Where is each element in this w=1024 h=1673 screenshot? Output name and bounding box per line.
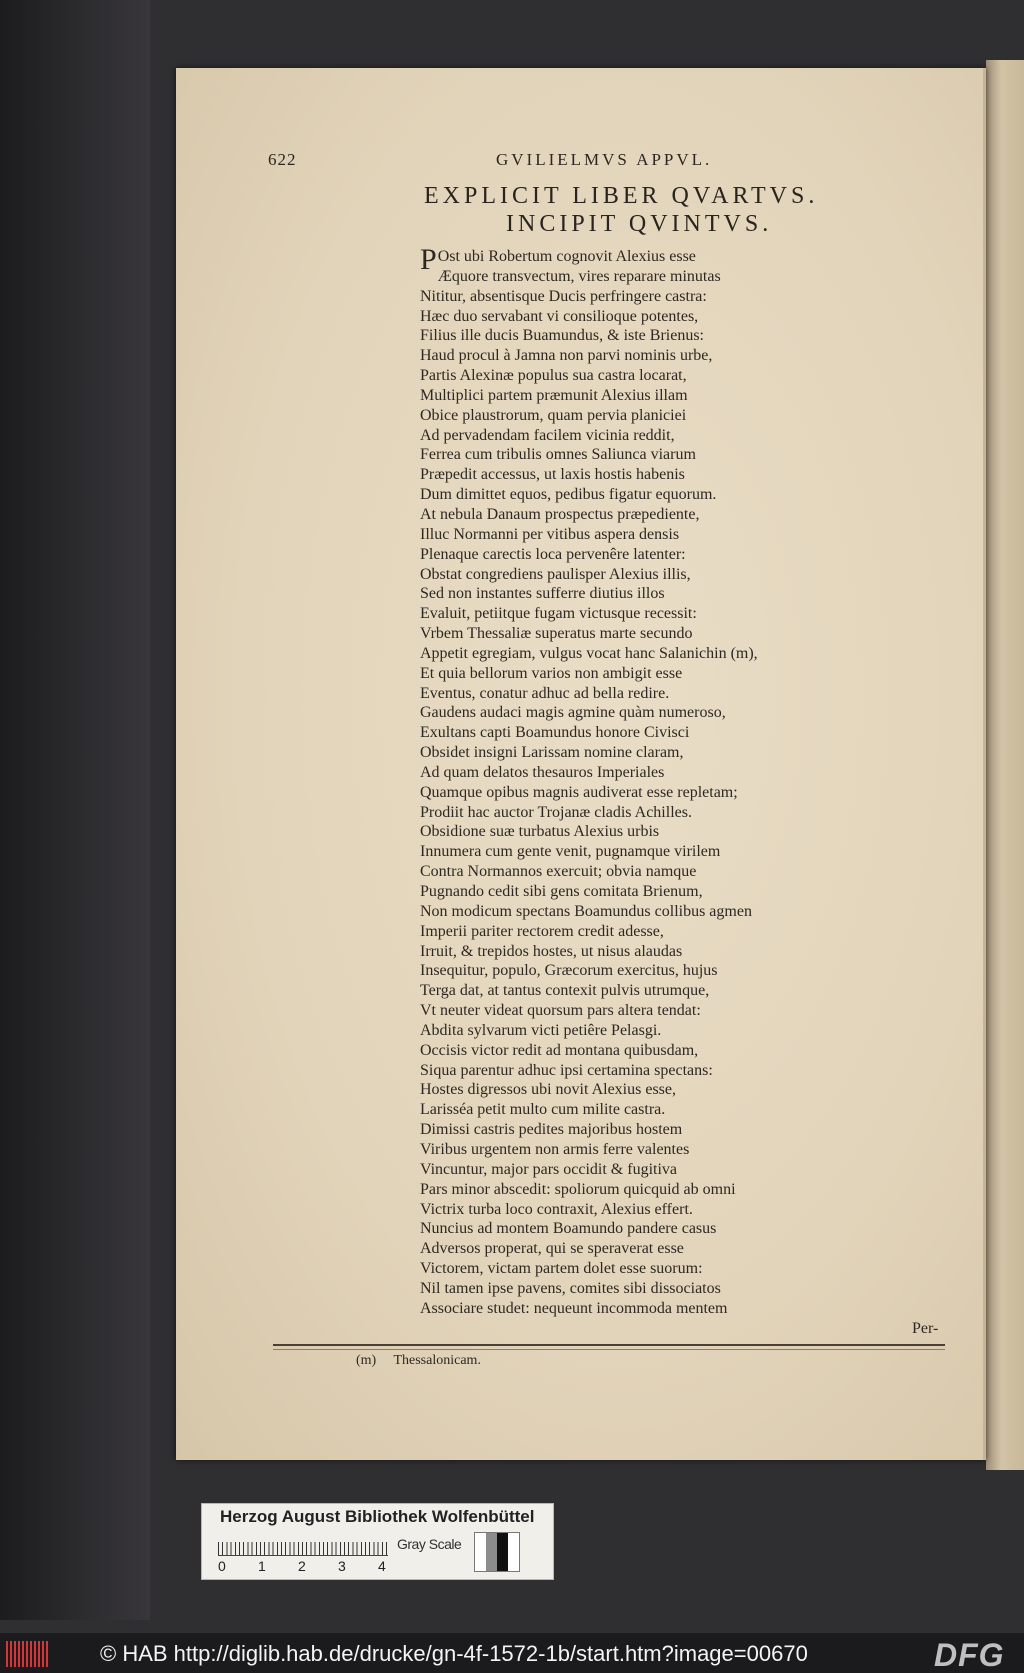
verse-line: Siqua parentur adhuc ipsi certamina spectans: (420, 1061, 713, 1079)
ruler-number: 3 (338, 1558, 346, 1574)
verse-line: Obstat congrediens paulisper Alexius illis, (420, 565, 691, 583)
gray-swatch (486, 1533, 497, 1571)
gray-swatches (474, 1532, 520, 1572)
verse-line: Haud procul à Jamna non parvi nominis urbe, (420, 347, 713, 365)
verse-line: Illuc Normanni per vitibus aspera densis (420, 525, 680, 543)
verse-line: Dum dimittet equos, pedibus figatur equorum. (420, 486, 717, 504)
hab-barcode-icon (6, 1641, 48, 1667)
verse-line: POst ubi Robertum cognovit Alexius esse (420, 243, 696, 276)
verse-line: Victorem, victam partem dolet esse suorum: (420, 1260, 703, 1278)
verse-line: Æquore transvectum, vires reparare minutas (437, 267, 721, 285)
verse-line: Obsidet insigni Larissam nomine claram, (420, 744, 684, 762)
verse-line: At nebula Danaum prospectus præpediente, (420, 505, 700, 523)
color-scale-card (201, 1503, 554, 1580)
catchword: Per- (912, 1320, 939, 1337)
verse-line: Nititur, absentisque Ducis perfringere castra: (420, 287, 707, 305)
verse-line: Ad quam delatos thesauros Imperiales (420, 763, 665, 781)
verse-line: Hostes digressos ubi novit Alexius esse, (420, 1081, 676, 1099)
verse-line: Vincuntur, major pars occidit & fugitiva (420, 1160, 677, 1178)
footnote (356, 1353, 481, 1369)
verse-line: Victrix turba loco contraxit, Alexius effert. (420, 1200, 693, 1218)
verse-line: Pugnando cedit sibi gens comitata Brienum, (420, 883, 703, 900)
library-name: Herzog August Bibliothek Wolfenbüttel (220, 1507, 535, 1526)
verse-line: Adversos properat, qui se speraverat esse (420, 1240, 684, 1258)
verse-line: Gaudens audaci magis agmine quàm numeroso, (420, 704, 726, 722)
verse-line: Insequitur, populo, Græcorum exercitus, hujus (420, 962, 718, 980)
verse-line: Dimissi castris pedites majoribus hostem (420, 1121, 683, 1139)
verse-line: Terga dat, at tantus contexit pulvis utrumque, (420, 982, 710, 1000)
verse-line: Exultans capti Boamundus honore Civisci (420, 724, 690, 742)
verse-line: Sed non instantes sufferre diutius illos (420, 585, 665, 603)
verse-line: Nil tamen ipse pavens, comites sibi dissociatos (420, 1279, 721, 1297)
page-number: 622 (268, 150, 297, 169)
verse-line: Multiplici partem præmunit Alexius illam (420, 386, 688, 404)
verse-line: Non modicum spectans Boamundus collibus agmen (420, 902, 752, 920)
verse-line: Obice plaustrorum, quam pervia planiciei (420, 406, 687, 424)
ruler-number: 2 (298, 1558, 306, 1574)
verse-line: Viribus urgentem non armis ferre valentes (420, 1140, 690, 1158)
verse-line: Prodiit hac auctor Trojanæ cladis Achilles. (420, 803, 692, 821)
verse-line: Et quia bellorum varios non ambigit esse (420, 664, 683, 682)
gray-swatch (508, 1533, 519, 1571)
verse-line: Obsidione suæ turbatus Alexius urbis (420, 823, 660, 841)
verse-block (420, 243, 940, 1319)
gray-scale-label: Gray Scale (397, 1536, 462, 1552)
footnote-rule-thin (273, 1349, 945, 1350)
verse-line: Pars minor abscedit: spoliorum quicquid ab omni (420, 1180, 736, 1198)
footer-bar (0, 1633, 1024, 1673)
centimeter-ruler (218, 1534, 388, 1556)
verse-line: Plenaque carectis loca pervenêre latenter: (420, 545, 686, 563)
book-edge-left (0, 0, 150, 1620)
verse-line: Innumera cum gente venit, pugnamque virilem (420, 843, 721, 861)
verse-line: Nuncius ad montem Boamundo pandere casus (420, 1220, 717, 1238)
verse-line: Associare studet: nequeunt incommoda mentem (420, 1299, 728, 1317)
page-header (268, 150, 908, 174)
verse-line: Imperii pariter rectorem credit adesse, (420, 922, 664, 940)
footnote-text: Thessalonicam. (393, 1353, 481, 1368)
dfg-logo: DFG (934, 1637, 1005, 1673)
gray-swatch (497, 1533, 508, 1571)
verse-line: Ad pervadendam facilem vicinia reddit, (420, 426, 675, 444)
verse-line: Occisis victor redit ad montana quibusdam, (420, 1041, 699, 1059)
footnote-mark: (m) (356, 1353, 377, 1368)
ruler-number: 4 (378, 1558, 386, 1574)
ruler-number: 1 (258, 1558, 266, 1574)
verse-line: Præpedit accessus, ut laxis hostis habenis (420, 466, 685, 484)
verse-line: Abdita sylvarum victi petiêre Pelasgi. (420, 1021, 662, 1039)
verse-line: Irruit, & trepidos hostes, ut nisus alaudas (420, 942, 683, 960)
footer-url-link[interactable]: © HAB http://diglib.hab.de/drucke/gn-4f-1572-1b/start.htm?image=00670 (100, 1641, 808, 1666)
verse-line: Larisséa petit multo cum milite castra. (420, 1101, 666, 1119)
verse-line: Partis Alexinæ populus sua castra locarat, (420, 367, 687, 385)
running-head: GVILIELMVS APPVL. (496, 150, 713, 169)
verse-line: Vrbem Thessaliæ superatus marte secundo (420, 625, 693, 643)
book-start-title: INCIPIT QVINTVS. (506, 211, 773, 237)
verse-line: Hæc duo servabant vi consilioque potentes, (420, 307, 699, 325)
verse-line: Vt neuter videat quorsum pars altera tendat: (420, 1002, 701, 1020)
ruler-numbers (218, 1558, 398, 1576)
verse-line: Eventus, conatur adhuc ad bella redire. (420, 684, 670, 702)
verse-line: Filius ille ducis Buamundus, & iste Brienus: (420, 327, 704, 345)
verse-line: Contra Normannos exercuit; obvia namque (420, 863, 697, 881)
ruler-number: 0 (218, 1558, 226, 1574)
book-end-title: EXPLICIT LIBER QVARTVS. (424, 183, 819, 209)
footnote-rule (273, 1344, 945, 1346)
verse-line: Ferrea cum tribulis omnes Saliunca viarum (420, 446, 696, 464)
verse-line: Evaluit, petiitque fugam victusque recessit: (420, 605, 697, 623)
next-page-edge (986, 60, 1024, 1470)
verse-line: Quamque opibus magnis audiverat esse repletam; (420, 783, 738, 801)
gray-swatch (475, 1533, 486, 1571)
verse-line: Appetit egregiam, vulgus vocat hanc Salanichin (m), (420, 644, 758, 662)
